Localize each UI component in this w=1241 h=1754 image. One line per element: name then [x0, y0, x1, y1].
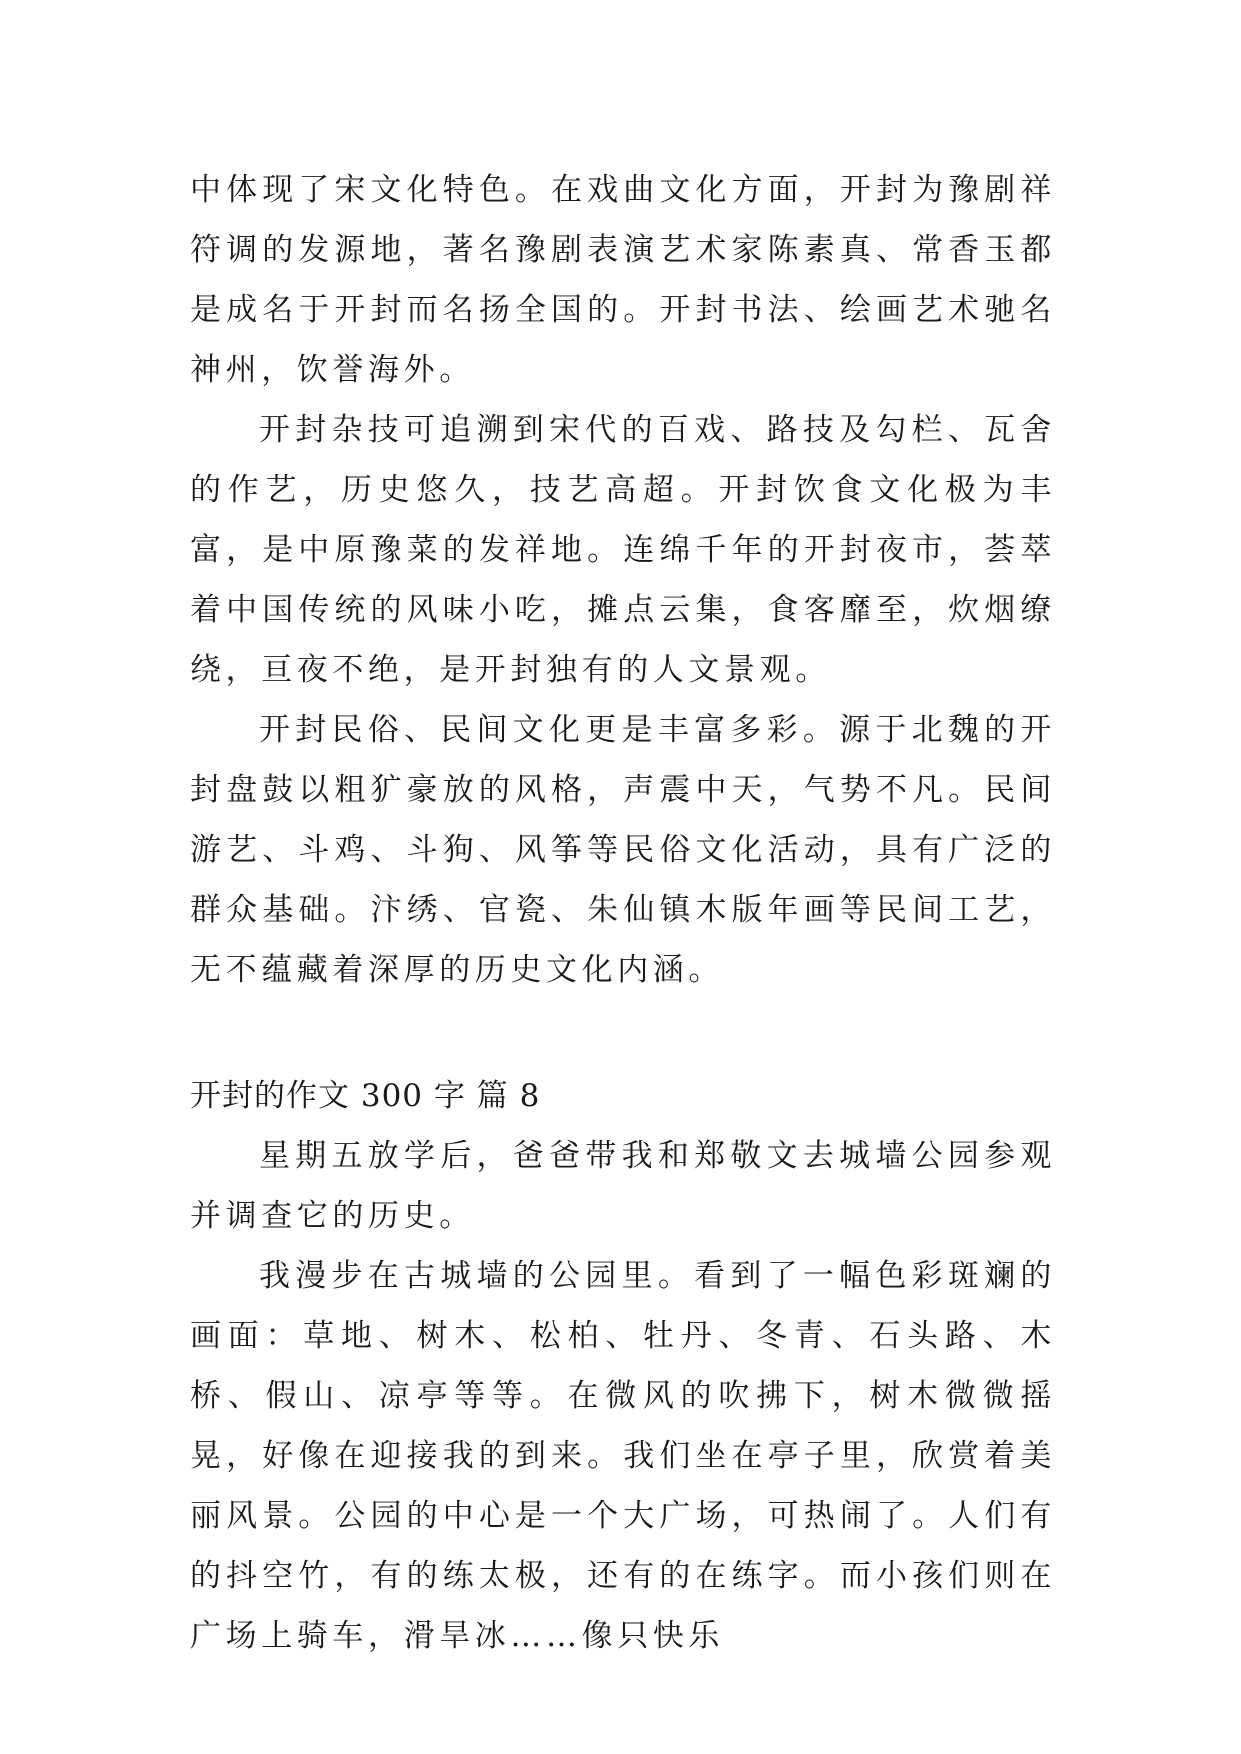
section-spacer [190, 1000, 1056, 1066]
paragraph-park-scene: 我漫步在古城墙的公园里。看到了一幅色彩斑斓的画面：草地、树木、松柏、牡丹、冬青、石头路、木桥、假山、凉亭等等。在微风的吹拂下，树木微微摇晃，好像在迎接我的到来。我们坐在亭子里，欣赏着美丽风景。公园的中心是一个大广场，可热闹了。人们有的抖空竹，有的练太极，还有的在练字。而小孩们则在广场上骑车，滑旱冰……像只快乐 [190, 1258, 1056, 1654]
document-body [190, 160, 1056, 1666]
paragraph-song-culture: 中体现了宋文化特色。在戏曲文化方面，开封为豫剧祥符调的发源地，著名豫剧表演艺术家陈素真、常香玉都是成名于开封而名扬全国的。开封书法、绘画艺术驰名神州，饮誉海外。 [190, 172, 1056, 388]
paragraph-acrobatics-food: 开封杂技可追溯到宋代的百戏、路技及勾栏、瓦舍的作艺，历史悠久，技艺高超。开封饮食文化极为丰富，是中原豫菜的发祥地。连绵千年的开封夜市，荟萃着中国传统的风味小吃，摊点云集，食客靡至，炊烟缭绕，亘夜不绝，是开封独有的人文景观。 [190, 412, 1056, 688]
section-heading: 开封的作文 300 字 篇 8 [190, 1078, 541, 1114]
paragraph-city-wall-visit: 星期五放学后，爸爸带我和郑敬文去城墙公园参观并调查它的历史。 [190, 1138, 1056, 1234]
paragraph-folk-culture: 开封民俗、民间文化更是丰富多彩。源于北魏的开封盘鼓以粗犷豪放的风格，声震中天，气势不凡。民间游艺、斗鸡、斗狗、风筝等民俗文化活动，具有广泛的群众基础。汴绣、官瓷、朱仙镇木版年画等民间工艺，无不蕴藏着深厚的历史文化内涵。 [190, 712, 1056, 988]
